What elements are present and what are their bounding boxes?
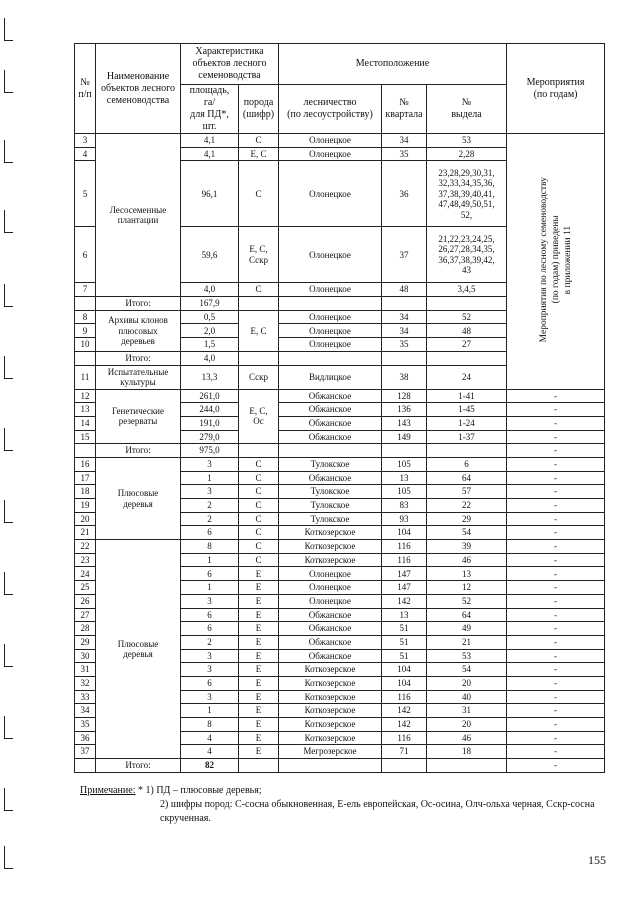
plot-cell: 64 [427, 608, 507, 622]
plot-cell: 29 [427, 512, 507, 526]
plot-cell: 57 [427, 485, 507, 499]
plot-cell: 2,28 [427, 147, 507, 161]
table-body-dynamic [75, 389, 605, 772]
col-location-header: Местоположение [279, 44, 507, 85]
species-cell: Е [239, 663, 279, 677]
quarter-cell: 116 [382, 690, 427, 704]
species-cell: С [239, 471, 279, 485]
forestry-cell: Коткозерское [279, 663, 382, 677]
species-cell: С [239, 540, 279, 554]
events-cell: - [507, 594, 605, 608]
events-cell: - [507, 499, 605, 513]
area-cell: 1 [181, 553, 239, 567]
plot-cell: 22 [427, 499, 507, 513]
forestry-cell: Коткозерское [279, 731, 382, 745]
area-cell: 1 [181, 704, 239, 718]
area-cell: 13,3 [181, 365, 239, 389]
forestry-cell: Олонецкое [279, 227, 382, 283]
quarter-cell: 104 [382, 663, 427, 677]
quarter-cell: 142 [382, 718, 427, 732]
empty-cell [382, 759, 427, 773]
forestry-cell: Тулокское [279, 457, 382, 471]
note-line-1: * 1) ПД – плюсовые деревья; [137, 785, 262, 796]
forestry-cell: Коткозерское [279, 704, 382, 718]
seed-objects-table [74, 43, 605, 773]
quarter-cell: 104 [382, 526, 427, 540]
plot-cell: 48 [427, 324, 507, 338]
quarter-cell: 142 [382, 594, 427, 608]
group-clone-archives: Архивы клонов плюсовых деревьев [96, 310, 181, 351]
quarter-cell: 38 [382, 365, 427, 389]
quarter-cell: 116 [382, 540, 427, 554]
table-body [75, 134, 605, 390]
events-cell: - [507, 718, 605, 732]
quarter-cell: 34 [382, 324, 427, 338]
plot-cell: 49 [427, 622, 507, 636]
species-cell: С [239, 485, 279, 499]
row-num: 30 [75, 649, 96, 663]
forestry-cell: Видлицкое [279, 365, 382, 389]
forestry-cell: Коткозерское [279, 690, 382, 704]
species-cell: Е [239, 622, 279, 636]
quarter-cell: 35 [382, 147, 427, 161]
forestry-cell: Обжанское [279, 471, 382, 485]
plot-cell: 1-24 [427, 416, 507, 430]
table-row [75, 457, 605, 471]
area-cell: 3 [181, 594, 239, 608]
row-num: 17 [75, 471, 96, 485]
col-num-header: № п/п [75, 44, 96, 134]
events-cell: - [507, 526, 605, 540]
group-genetic-reserves [96, 389, 181, 444]
quarter-cell: 51 [382, 649, 427, 663]
plot-cell: 21 [427, 635, 507, 649]
group-seed-plantations: Лесосеменные плантации [96, 134, 181, 297]
forestry-cell: Тулокское [279, 485, 382, 499]
plot-cell: 46 [427, 553, 507, 567]
species-cell: Е [239, 704, 279, 718]
quarter-cell: 136 [382, 403, 427, 417]
events-cell: - [507, 430, 605, 444]
events-cell: - [507, 485, 605, 499]
events-cell: - [507, 704, 605, 718]
species-cell: Е [239, 635, 279, 649]
events-cell: - [507, 444, 605, 458]
events-cell: - [507, 512, 605, 526]
row-num: 6 [75, 227, 96, 283]
events-cell: - [507, 622, 605, 636]
species-cell: Е [239, 676, 279, 690]
species-cell: Е, С [239, 147, 279, 161]
plot-cell: 20 [427, 676, 507, 690]
row-num: 26 [75, 594, 96, 608]
col-species-header: порода (шифр) [239, 85, 279, 134]
forestry-cell: Обжанское [279, 649, 382, 663]
plot-cell: 64 [427, 471, 507, 485]
plot-cell: 53 [427, 649, 507, 663]
empty-cell [239, 444, 279, 458]
total-row [75, 444, 605, 458]
area-cell: 1 [181, 471, 239, 485]
table-row [75, 134, 605, 148]
col-area-header: площадь, га/ для ПД*, шт. [181, 85, 239, 134]
forestry-cell: Олонецкое [279, 594, 382, 608]
col-chars-header: Характеристика объектов лесного семеноводства [181, 44, 279, 85]
row-num: 22 [75, 540, 96, 554]
quarter-cell: 128 [382, 389, 427, 403]
forestry-cell: Олонецкое [279, 567, 382, 581]
row-num: 21 [75, 526, 96, 540]
species-label: Е, С, Ос [249, 405, 268, 427]
group-test-cultures: Испытательные культуры [96, 365, 181, 389]
row-num: 11 [75, 365, 96, 389]
area-cell: 0,5 [181, 310, 239, 324]
empty-cell [279, 759, 382, 773]
area-cell: 6 [181, 608, 239, 622]
species-cell [239, 389, 279, 444]
col-name-header: Наименование объектов лесного семеноводства [96, 44, 181, 134]
area-cell: 3 [181, 663, 239, 677]
species-cell: С [239, 457, 279, 471]
row-num: 25 [75, 581, 96, 595]
plot-cell: 54 [427, 663, 507, 677]
area-cell: 4,0 [181, 283, 239, 297]
total-area: 167,9 [181, 297, 239, 311]
quarter-cell: 35 [382, 338, 427, 352]
empty-cell [239, 759, 279, 773]
forestry-cell: Тулокское [279, 499, 382, 513]
events-cell: - [507, 540, 605, 554]
area-cell: 4 [181, 731, 239, 745]
events-cell: - [507, 731, 605, 745]
empty-cell [427, 297, 507, 311]
plot-cell: 1-37 [427, 430, 507, 444]
row-num: 9 [75, 324, 96, 338]
col-forestry-header: лесничество (по лесоустройству) [279, 85, 382, 134]
group-plus-trees-b-label: Плюсовые деревья [117, 638, 159, 660]
events-cell: - [507, 416, 605, 430]
plot-cell: 52 [427, 594, 507, 608]
empty-cell [279, 351, 382, 365]
empty-cell [75, 444, 96, 458]
forestry-cell: Олонецкое [279, 324, 382, 338]
area-cell: 191,0 [181, 416, 239, 430]
row-num: 14 [75, 416, 96, 430]
group-plus-trees-a-label: Плюсовые деревья [117, 488, 159, 509]
plot-cell: 6 [427, 457, 507, 471]
page-number: 155 [588, 853, 606, 867]
species-cell: С [239, 283, 279, 297]
col-events-header: Мероприятия (по годам) [507, 44, 605, 134]
area-cell: 2 [181, 512, 239, 526]
group-plus-trees-a [96, 457, 181, 539]
forestry-cell: Олонецкое [279, 283, 382, 297]
plot-cell: 27 [427, 338, 507, 352]
row-num: 33 [75, 690, 96, 704]
quarter-cell: 34 [382, 310, 427, 324]
row-num: 37 [75, 745, 96, 759]
empty-cell [382, 444, 427, 458]
plot-cell: 13 [427, 567, 507, 581]
empty-cell [75, 351, 96, 365]
plot-cell: 20 [427, 718, 507, 732]
row-num: 5 [75, 161, 96, 227]
quarter-cell: 71 [382, 745, 427, 759]
quarter-cell: 83 [382, 499, 427, 513]
area-cell: 3 [181, 690, 239, 704]
area-cell: 1 [181, 581, 239, 595]
row-num: 13 [75, 403, 96, 417]
table-row [75, 540, 605, 554]
quarter-cell: 104 [382, 676, 427, 690]
forestry-cell: Олонецкое [279, 581, 382, 595]
plot-cell: 21,22,23,24,25, 26,27,28,34,35, 36,37,38,39,42, 43 [427, 227, 507, 283]
forestry-cell: Олонецкое [279, 161, 382, 227]
area-cell: 6 [181, 567, 239, 581]
table-header [75, 44, 605, 134]
quarter-cell: 116 [382, 731, 427, 745]
species-cell: С [239, 499, 279, 513]
col-quarter-header: № квартала [382, 85, 427, 134]
species-cell: Е [239, 718, 279, 732]
area-cell: 8 [181, 718, 239, 732]
events-cell: - [507, 567, 605, 581]
row-num: 34 [75, 704, 96, 718]
quarter-cell: 105 [382, 485, 427, 499]
quarter-cell: 143 [382, 416, 427, 430]
row-num: 7 [75, 283, 96, 297]
species-cell: Е [239, 745, 279, 759]
species-cell: Е [239, 649, 279, 663]
row-num: 12 [75, 389, 96, 403]
area-cell: 8 [181, 540, 239, 554]
total-area: 82 [181, 759, 239, 773]
forestry-cell: Обжанское [279, 635, 382, 649]
plot-cell: 18 [427, 745, 507, 759]
species-cell: С [239, 134, 279, 148]
quarter-cell: 13 [382, 608, 427, 622]
row-num: 20 [75, 512, 96, 526]
note-line-2: 2) шифры пород: С-сосна обыкновенная, Е-ель европейская, Ос-осина, Олч-ольха черная, Сскр-сосна скрученная. [160, 799, 595, 824]
species-cell: Сскр [239, 365, 279, 389]
empty-cell [427, 351, 507, 365]
area-cell: 244,0 [181, 403, 239, 417]
events-cell: - [507, 403, 605, 417]
events-cell: - [507, 663, 605, 677]
row-num: 23 [75, 553, 96, 567]
area-cell: 96,1 [181, 161, 239, 227]
area-cell: 279,0 [181, 430, 239, 444]
events-cell: - [507, 649, 605, 663]
quarter-cell: 37 [382, 227, 427, 283]
plot-cell: 39 [427, 540, 507, 554]
events-cell: - [507, 457, 605, 471]
events-cell: - [507, 759, 605, 773]
forestry-cell: Обжанское [279, 430, 382, 444]
empty-cell [382, 297, 427, 311]
row-num: 24 [75, 567, 96, 581]
area-cell: 3 [181, 457, 239, 471]
area-cell: 59,6 [181, 227, 239, 283]
total-label: Итого: [96, 759, 181, 773]
row-num: 31 [75, 663, 96, 677]
events-cell: - [507, 471, 605, 485]
species-cell: Е [239, 594, 279, 608]
plot-cell: 52 [427, 310, 507, 324]
forestry-cell: Олонецкое [279, 147, 382, 161]
area-cell: 2 [181, 635, 239, 649]
species-cell: С [239, 161, 279, 227]
events-cell: - [507, 553, 605, 567]
row-num: 29 [75, 635, 96, 649]
plot-cell: 31 [427, 704, 507, 718]
plot-cell: 40 [427, 690, 507, 704]
quarter-cell: 13 [382, 471, 427, 485]
area-cell: 261,0 [181, 389, 239, 403]
events-cell: - [507, 635, 605, 649]
species-cell: Е [239, 608, 279, 622]
plot-cell: 24 [427, 365, 507, 389]
total-area: 975,0 [181, 444, 239, 458]
quarter-cell: 105 [382, 457, 427, 471]
quarter-cell: 93 [382, 512, 427, 526]
forestry-cell: Олонецкое [279, 310, 382, 324]
row-num: 4 [75, 147, 96, 161]
footnote [80, 784, 600, 826]
forestry-cell: Обжанское [279, 608, 382, 622]
quarter-cell: 147 [382, 567, 427, 581]
events-cell: - [507, 608, 605, 622]
quarter-cell: 142 [382, 704, 427, 718]
forestry-cell: Обжанское [279, 416, 382, 430]
empty-cell [75, 297, 96, 311]
total-label: Итого: [96, 444, 181, 458]
empty-cell [75, 759, 96, 773]
area-cell: 1,5 [181, 338, 239, 352]
area-cell: 6 [181, 676, 239, 690]
quarter-cell: 48 [382, 283, 427, 297]
forestry-cell: Мегрозерское [279, 745, 382, 759]
quarter-cell: 147 [382, 581, 427, 595]
plot-cell: 23,28,29,30,31, 32,33,34,35,36, 37,38,39,40,41, 47,48,49,50,51, 52, [427, 161, 507, 227]
events-cell: - [507, 745, 605, 759]
quarter-cell: 34 [382, 134, 427, 148]
events-cell: - [507, 389, 605, 403]
quarter-cell: 51 [382, 622, 427, 636]
area-cell: 3 [181, 485, 239, 499]
plot-cell: 1-45 [427, 403, 507, 417]
species-cell: Е [239, 567, 279, 581]
events-cell: - [507, 676, 605, 690]
forestry-cell: Олонецкое [279, 338, 382, 352]
row-num: 27 [75, 608, 96, 622]
total-label: Итого: [96, 351, 181, 365]
plot-cell: 12 [427, 581, 507, 595]
area-cell: 2 [181, 499, 239, 513]
forestry-cell: Тулокское [279, 512, 382, 526]
species-cell: Е, С, Сскр [239, 227, 279, 283]
quarter-cell: 51 [382, 635, 427, 649]
total-label: Итого: [96, 297, 181, 311]
plot-cell: 53 [427, 134, 507, 148]
area-cell: 6 [181, 526, 239, 540]
row-num: 28 [75, 622, 96, 636]
area-cell: 4,1 [181, 147, 239, 161]
species-cell: Е [239, 690, 279, 704]
col-plot-header: № выдела [427, 85, 507, 134]
forestry-cell: Обжанское [279, 389, 382, 403]
area-cell: 4 [181, 745, 239, 759]
forestry-cell: Олонецкое [279, 134, 382, 148]
area-cell: 4,1 [181, 134, 239, 148]
row-num: 16 [75, 457, 96, 471]
species-cell: Е, С [239, 310, 279, 351]
forestry-cell: Коткозерское [279, 540, 382, 554]
group-genetic-reserves-label: Генетические резерваты [112, 405, 164, 427]
empty-cell [427, 759, 507, 773]
quarter-cell: 36 [382, 161, 427, 227]
empty-cell [239, 297, 279, 311]
row-num: 35 [75, 718, 96, 732]
row-num: 15 [75, 430, 96, 444]
total-row [75, 759, 605, 773]
row-num: 3 [75, 134, 96, 148]
quarter-cell: 116 [382, 553, 427, 567]
forestry-cell: Коткозерское [279, 676, 382, 690]
events-cell: - [507, 690, 605, 704]
species-cell: С [239, 553, 279, 567]
empty-cell [279, 297, 382, 311]
events-cell: - [507, 581, 605, 595]
empty-cell [382, 351, 427, 365]
empty-cell [427, 444, 507, 458]
row-num: 36 [75, 731, 96, 745]
forestry-cell: Коткозерское [279, 553, 382, 567]
row-num: 18 [75, 485, 96, 499]
quarter-cell: 149 [382, 430, 427, 444]
group-plus-trees-b [96, 540, 181, 759]
row-num: 8 [75, 310, 96, 324]
species-cell: Е [239, 581, 279, 595]
row-num: 19 [75, 499, 96, 513]
row-num: 10 [75, 338, 96, 352]
table-row [75, 389, 605, 403]
species-cell: С [239, 526, 279, 540]
note-title: Примечание: [80, 785, 136, 796]
plot-cell: 3,4,5 [427, 283, 507, 297]
species-cell: Е [239, 731, 279, 745]
row-num: 32 [75, 676, 96, 690]
species-cell: С [239, 512, 279, 526]
events-rotated-note: Мероприятия по лесному семеноводству (по годам) приведены в приложении 11 [507, 134, 605, 390]
plot-cell: 1-41 [427, 389, 507, 403]
area-cell: 2,0 [181, 324, 239, 338]
forestry-cell: Коткозерское [279, 526, 382, 540]
plot-cell: 54 [427, 526, 507, 540]
forestry-cell: Обжанское [279, 622, 382, 636]
forestry-cell: Обжанское [279, 403, 382, 417]
plot-cell: 46 [427, 731, 507, 745]
area-cell: 3 [181, 649, 239, 663]
area-cell: 6 [181, 622, 239, 636]
empty-cell [239, 351, 279, 365]
forestry-cell: Коткозерское [279, 718, 382, 732]
total-area: 4,0 [181, 351, 239, 365]
empty-cell [279, 444, 382, 458]
